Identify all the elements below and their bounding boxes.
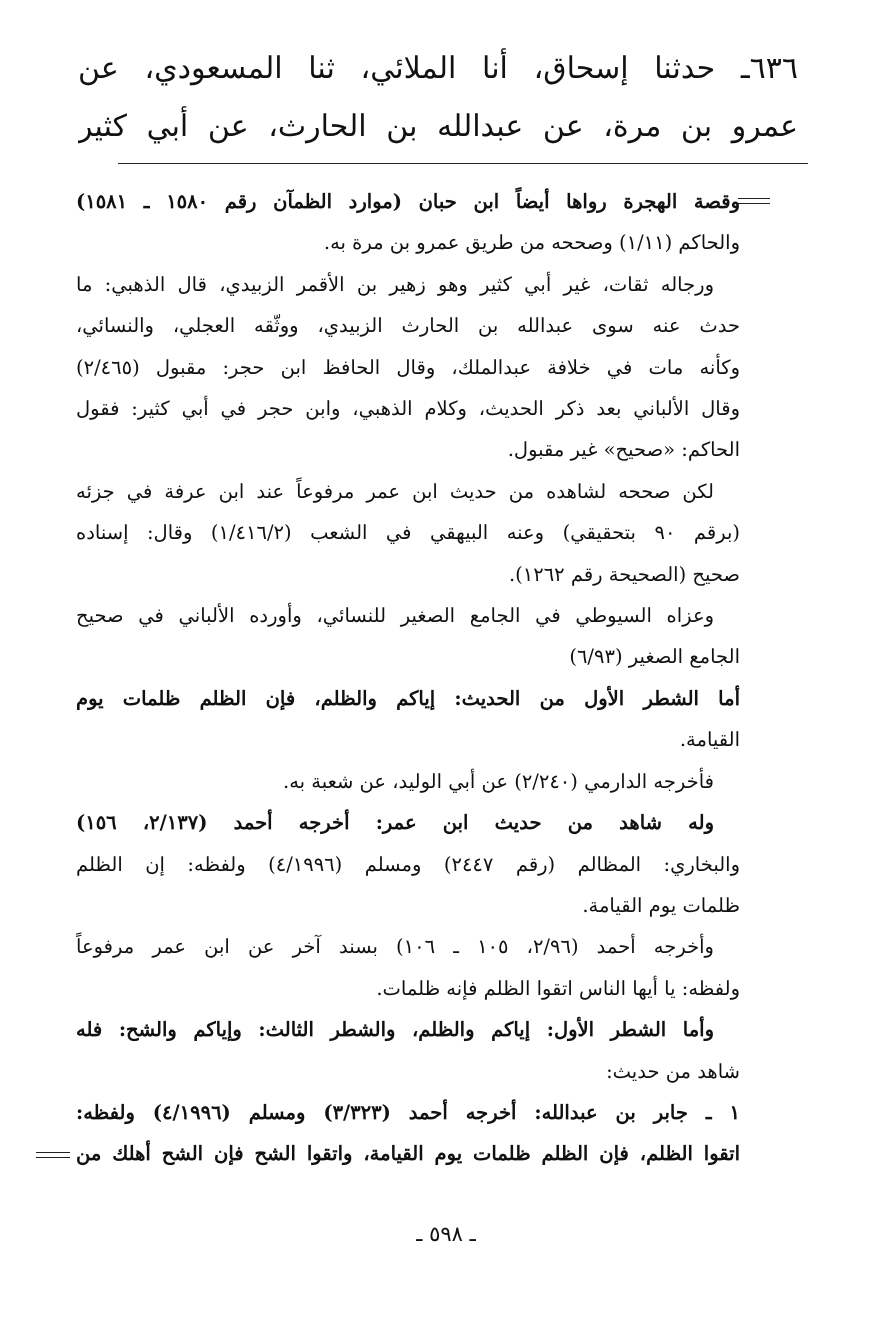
footnote-line: لكن صححه لشاهده من حديث ابن عمر مرفوعاً عند ابن عرفة في جزئه <box>76 479 714 503</box>
footnote-line: ورجاله ثقات، غير أبي كثير وهو زهير بن الأقمر الزبيدي، قال الذهبي: ما <box>76 272 714 296</box>
footnote-line: اتقوا الظلم، فإن الظلم ظلمات يوم القيامة، واتقوا الشح فإن الشح أهلك من <box>76 1142 740 1166</box>
footnote-line: وقال الألباني بعد ذكر الحديث، وكلام الذهبي، وابن حجر في أبي كثير: فقول <box>76 397 740 421</box>
footnote-line: ظلمات يوم القيامة. <box>582 893 740 917</box>
footnote-line: صحيح (الصحيحة رقم ١٢٦٢). <box>508 562 740 586</box>
footnote-line: (برقم ٩٠ بتحقيقي) وعنه البيهقي في الشعب (١/٤١٦/٢) وقال: إسناده <box>76 521 740 545</box>
footnote-continues-marker <box>36 1152 70 1162</box>
hadith-line: عمرو بن مرة، عن عبدالله بن الحارث، عن أبي كثير <box>78 109 798 144</box>
footnote-separator-rule <box>118 163 808 164</box>
footnote-line: وله شاهد من حديث ابن عمر: أخرجه أحمد (٢/١٣٧، ١٥٦) <box>76 811 714 835</box>
footnote-line: ولفظه: يا أيها الناس اتقوا الظلم فإنه ظلمات. <box>376 976 740 1000</box>
footnote-line: وكأنه مات في خلافة عبدالملك، وقال الحافظ ابن حجر: مقبول (٢/٤٦٥) <box>76 355 740 379</box>
footnote-line: الحاكم: «صحيح» غير مقبول. <box>507 438 740 462</box>
footnote-line: ١ ـ جابر بن عبدالله: أخرجه أحمد (٣/٣٢٣) ومسلم (٤/١٩٩٦) ولفظه: <box>76 1100 740 1124</box>
footnotes-block <box>76 181 740 1175</box>
footnote-line: وقصة الهجرة رواها أيضاً ابن حبان (موارد الظمآن رقم ١٥٨٠ ـ ١٥٨١) <box>76 190 740 213</box>
hadith-line: ٦٣٦ـ حدثنا إسحاق، أنا الملائي، ثنا المسعودي، عن <box>78 51 798 86</box>
footnote-line: الجامع الصغير (٦/٩٣) <box>569 645 740 669</box>
footnote-line: شاهد من حديث: <box>606 1059 740 1083</box>
hadith-text <box>78 40 798 156</box>
footnote-line: القيامة. <box>679 728 740 752</box>
footnote-line: أما الشطر الأول من الحديث: إياكم والظلم، فإن الظلم ظلمات يوم <box>76 686 740 710</box>
page-number: ـ ٥٩٨ ـ <box>416 1222 476 1246</box>
footnote-line: وأخرجه أحمد (٢/٩٦، ١٠٥ ـ ١٠٦) بسند آخر عن ابن عمر مرفوعاً <box>76 935 714 959</box>
footnote-line: وأما الشطر الأول: إياكم والظلم، والشطر الثالث: وإياكم والشح: فله <box>76 1018 714 1042</box>
footnote-line: حدث عنه سوى عبدالله بن الحارث الزبيدي، ووثّقه العجلي، والنسائي، <box>76 314 740 338</box>
footnote-line: والبخاري: المظالم (رقم ٢٤٤٧) ومسلم (٤/١٩٩٦) ولفظه: إن الظلم <box>76 852 740 876</box>
footnote-line: فأخرجه الدارمي (٢/٢٤٠) عن أبي الوليد، عن شعبة به. <box>283 769 714 793</box>
footnote-line: والحاكم (١/١١) وصححه من طريق عمرو بن مرة به. <box>323 231 740 255</box>
footnote-line: وعزاه السيوطي في الجامع الصغير للنسائي، وأورده الألباني في صحيح <box>76 604 714 628</box>
footnote-continuation-marker <box>738 198 770 208</box>
